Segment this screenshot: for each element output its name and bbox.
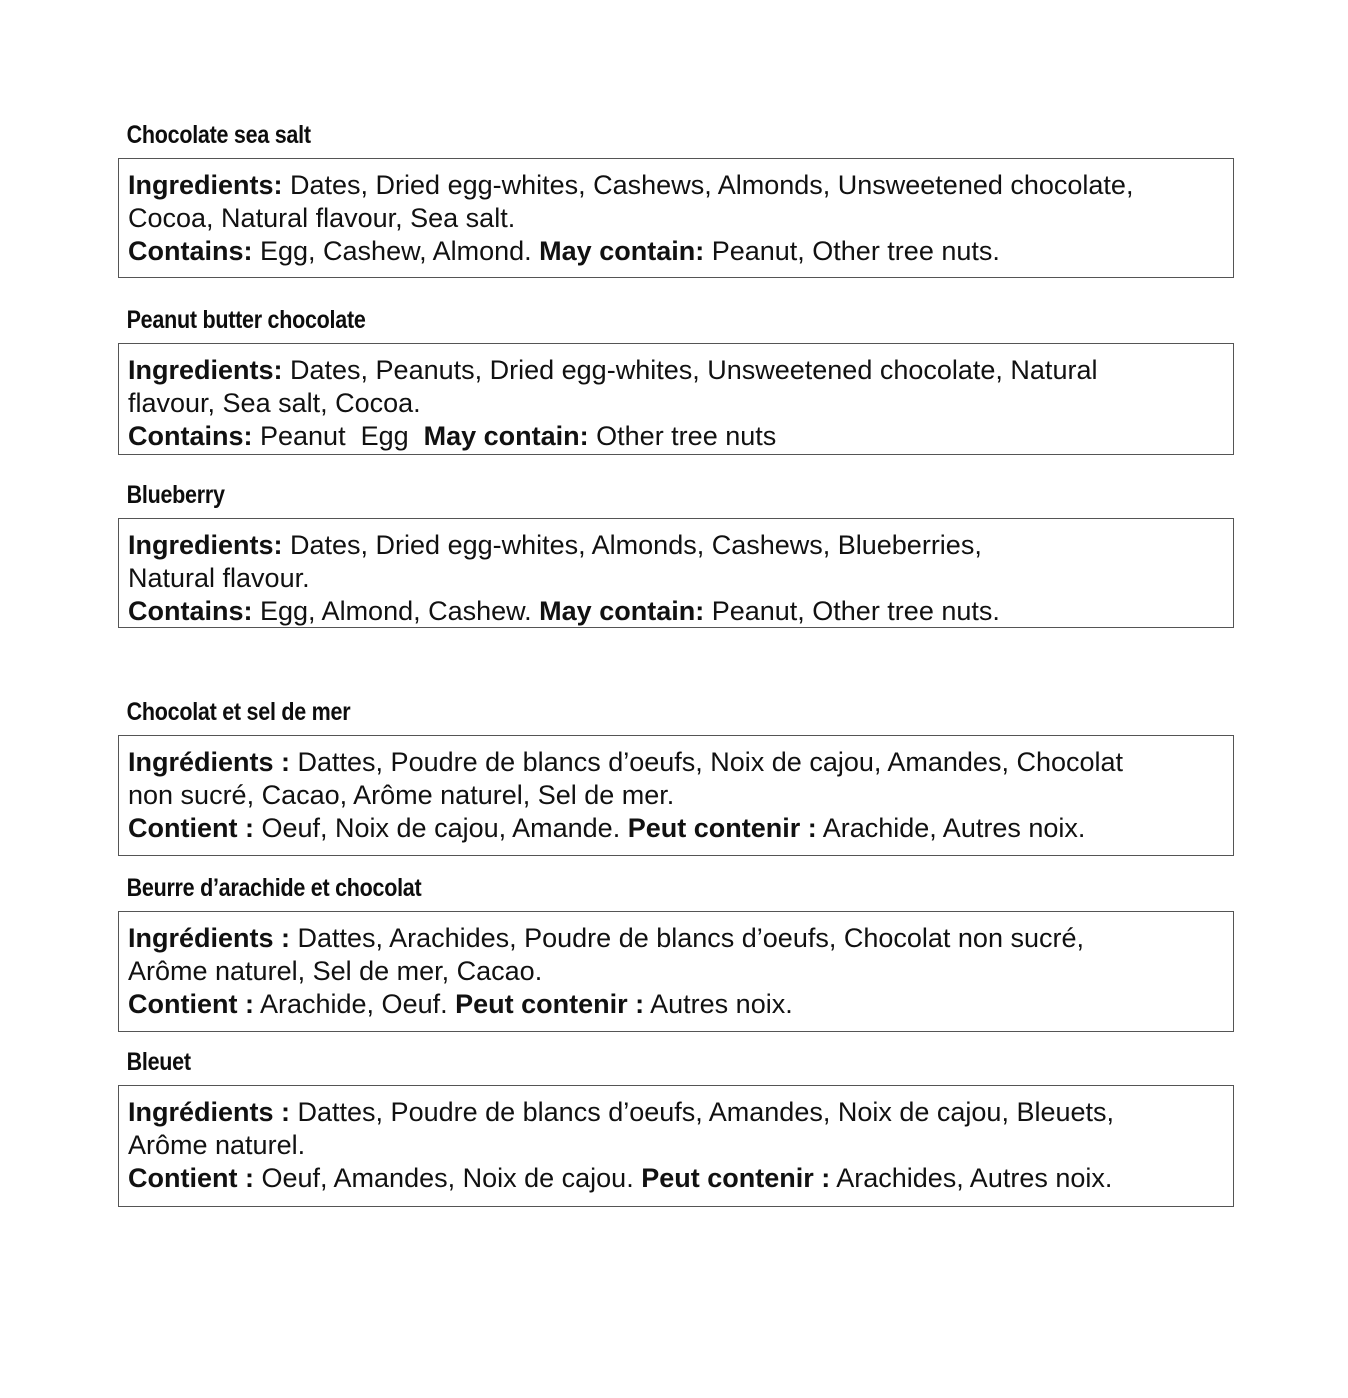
allergens-line: [128, 988, 1223, 1021]
contains-text: Oeuf, Noix de cajou, Amande.: [253, 813, 628, 843]
allergens-line: [128, 235, 1223, 268]
product-title: Chocolate sea salt: [126, 121, 311, 149]
ingredients-continuation: Arôme naturel, Sel de mer, Cacao.: [128, 956, 543, 986]
ingredients-box: [118, 158, 1234, 278]
ingredients-label: Ingrédients :: [128, 923, 291, 953]
may-contain-text: Peanut, Other tree nuts.: [704, 236, 1000, 266]
contains-label: Contains:: [128, 236, 253, 266]
ingredients-box: [118, 518, 1234, 628]
contains-label: Contains:: [128, 421, 253, 451]
product-title: Chocolat et sel de mer: [126, 698, 351, 726]
product-section-chocolate-sea-salt: [118, 120, 1234, 278]
may-contain-text: Peanut, Other tree nuts.: [704, 596, 1000, 626]
ingredients-text: Dattes, Arachides, Poudre de blancs d’oeufs, Chocolat non sucré,: [290, 923, 1084, 953]
may-contain-text: Arachides, Autres noix.: [830, 1163, 1113, 1193]
ingredients-continuation: non sucré, Cacao, Arôme naturel, Sel de mer.: [128, 780, 675, 810]
ingredients-line: [128, 169, 1223, 202]
product-section-chocolat-sel-de-mer: [118, 697, 1234, 856]
contains-text: Oeuf, Amandes, Noix de cajou.: [253, 1163, 642, 1193]
contains-label: Contient :: [128, 989, 254, 1019]
allergens-line: [128, 812, 1223, 845]
ingredients-line: [128, 529, 1223, 562]
ingredients-text: Dattes, Poudre de blancs d’oeufs, Noix de cajou, Amandes, Chocolat: [290, 747, 1124, 777]
ingredients-label: Ingredients:: [128, 530, 283, 560]
product-title: Beurre d’arachide et chocolat: [126, 874, 422, 902]
ingredients-label: Ingredients:: [128, 170, 283, 200]
ingredients-text: Dates, Peanuts, Dried egg-whites, Unsweetened chocolate, Natural: [282, 355, 1098, 385]
may-contain-label: May contain:: [539, 236, 705, 266]
ingredients-continuation: Natural flavour.: [128, 563, 310, 593]
ingredients-box: [118, 1085, 1234, 1207]
ingredients-label: Ingrédients :: [128, 1097, 291, 1127]
product-title: Blueberry: [126, 481, 225, 509]
contains-text: Peanut Egg: [252, 421, 424, 451]
ingredients-box: [118, 343, 1234, 455]
product-title: Bleuet: [126, 1048, 191, 1076]
may-contain-label: Peut contenir :: [641, 1163, 831, 1193]
allergens-line: [128, 1162, 1223, 1195]
ingredients-line: [128, 922, 1223, 955]
ingredients-text: Dattes, Poudre de blancs d’oeufs, Amandes, Noix de cajou, Bleuets,: [290, 1097, 1115, 1127]
contains-label: Contient :: [128, 1163, 254, 1193]
contains-text: Arachide, Oeuf.: [253, 989, 456, 1019]
ingredients-continuation: Arôme naturel.: [128, 1130, 306, 1160]
ingredients-line: [128, 746, 1223, 779]
ingredients-label: Ingrédients :: [128, 747, 291, 777]
allergens-line: [128, 420, 1223, 453]
contains-text: Egg, Cashew, Almond.: [252, 236, 540, 266]
ingredients-continuation: Cocoa, Natural flavour, Sea salt.: [128, 203, 516, 233]
ingredients-text: Dates, Dried egg-whites, Almonds, Cashews, Blueberries,: [282, 530, 982, 560]
ingredients-line: [128, 354, 1223, 387]
may-contain-text: Arachide, Autres noix.: [816, 813, 1086, 843]
contains-label: Contient :: [128, 813, 254, 843]
may-contain-label: May contain:: [539, 596, 705, 626]
may-contain-label: Peut contenir :: [627, 813, 817, 843]
contains-text: Egg, Almond, Cashew.: [252, 596, 540, 626]
ingredients-text: Dates, Dried egg-whites, Cashews, Almonds, Unsweetened chocolate,: [282, 170, 1134, 200]
product-title: Peanut butter chocolate: [126, 306, 366, 334]
contains-label: Contains:: [128, 596, 253, 626]
product-section-blueberry: [118, 480, 1234, 628]
may-contain-label: May contain:: [423, 421, 589, 451]
ingredients-box: [118, 911, 1234, 1032]
product-section-peanut-butter-chocolate: [118, 305, 1234, 455]
may-contain-text: Other tree nuts: [588, 421, 777, 451]
product-section-beurre-arachide-chocolat: [118, 873, 1234, 1032]
allergens-line: [128, 595, 1223, 628]
product-section-bleuet: [118, 1047, 1234, 1207]
ingredients-label: Ingredients:: [128, 355, 283, 385]
ingredients-continuation: flavour, Sea salt, Cocoa.: [128, 388, 421, 418]
ingredients-box: [118, 735, 1234, 856]
may-contain-label: Peut contenir :: [455, 989, 645, 1019]
ingredients-line: [128, 1096, 1223, 1129]
may-contain-text: Autres noix.: [644, 989, 793, 1019]
